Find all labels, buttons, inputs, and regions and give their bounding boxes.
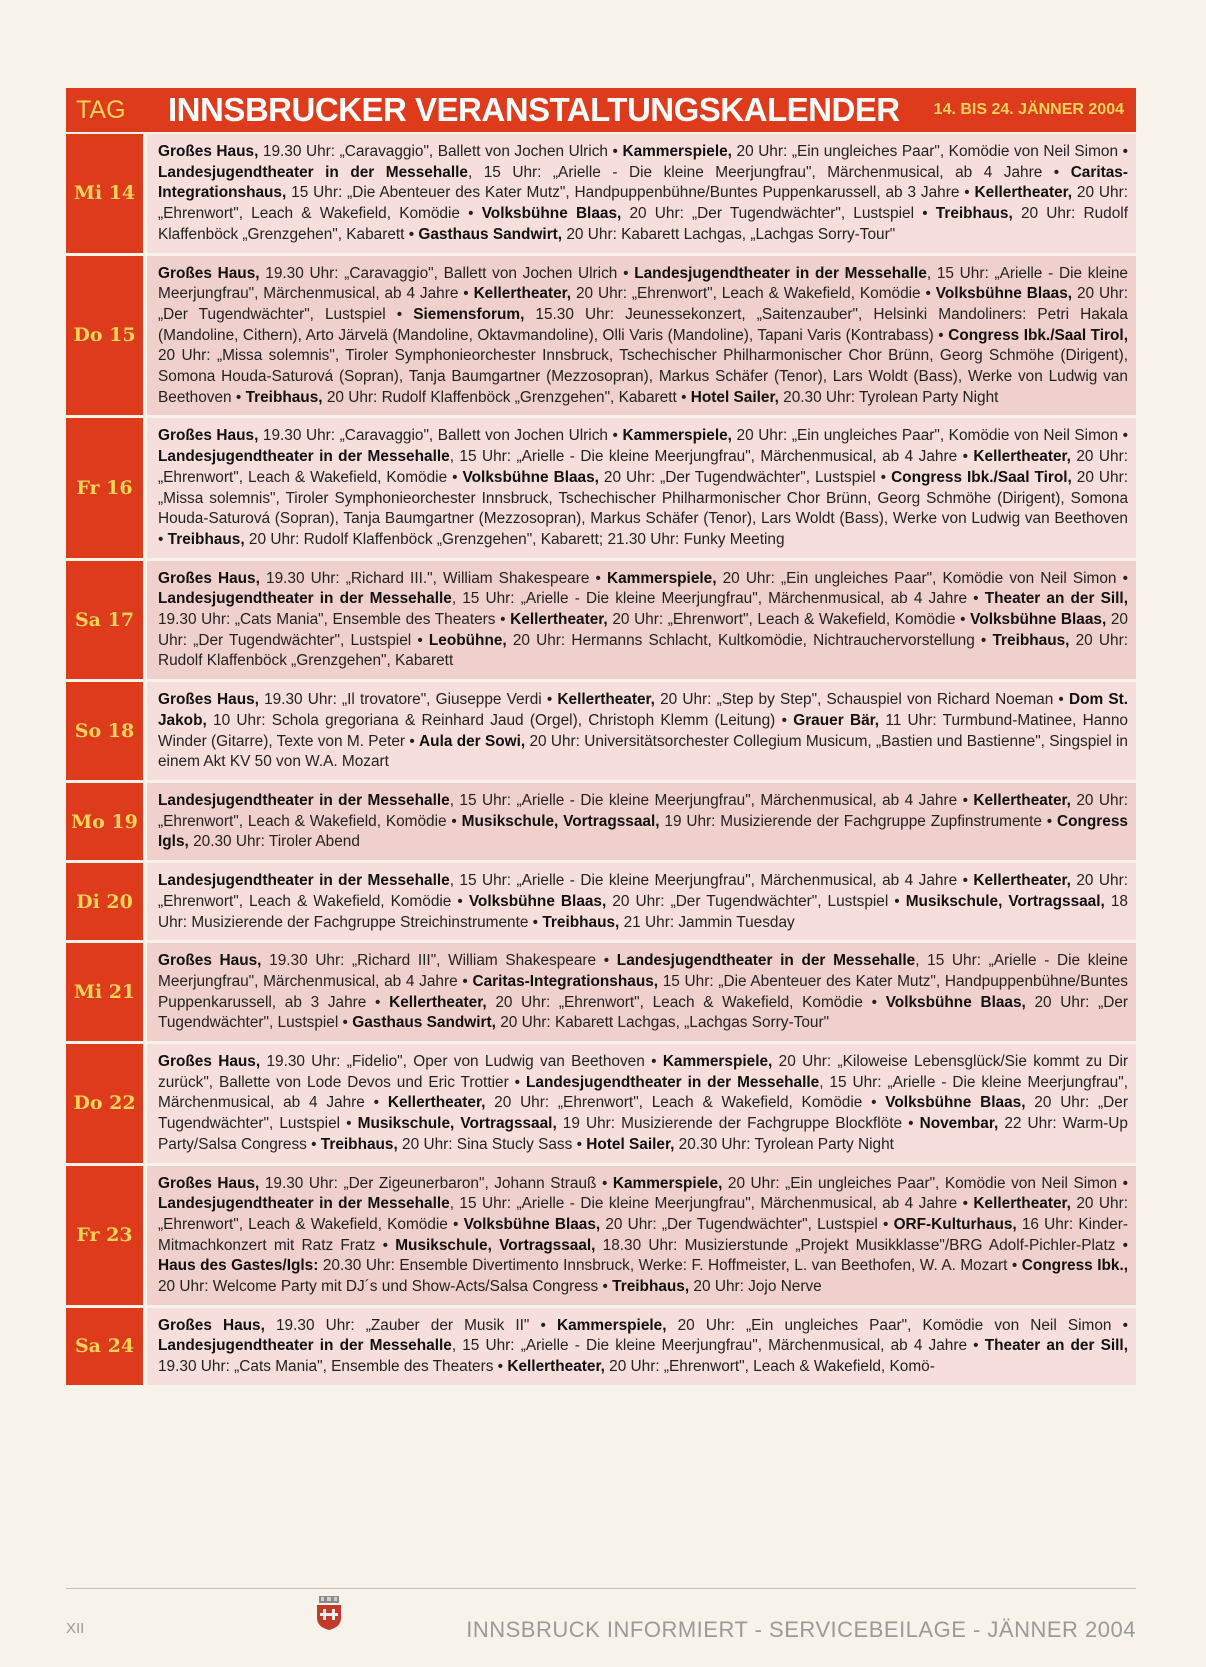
event-info: 19.30 Uhr: „Caravaggio", Ballett von Jochen Ulrich — [258, 143, 608, 160]
day-events — [147, 418, 1136, 557]
event-info: 20 Uhr: „Ehrenwort", Leach & Wakefield, Komö- — [604, 1358, 935, 1376]
event-info: 20 Uhr: „Der Tugendwächter", Lustspiel — [158, 993, 1129, 1032]
event-info: 20 Uhr: Jojo Nerve — [689, 1278, 822, 1296]
event-info: 11 Uhr: Turmbund-Matinee, Hanno Winder (Gitarre), Texte von M. Peter — [158, 711, 1128, 750]
event-venue: Kammerspiele, — [622, 143, 732, 160]
day-events — [147, 1044, 1136, 1163]
event-separator: • — [541, 691, 558, 709]
event-venue: Kammerspiele, — [557, 1316, 667, 1334]
event-separator: • — [447, 1215, 464, 1233]
day-row — [66, 418, 1136, 560]
event-separator: • — [967, 590, 985, 608]
event-info: , 15 Uhr: „Arielle - Die kleine Meerjungfrau", Märchenmusical, ab 4 Jahre — [449, 791, 958, 809]
event-venue: Congress Ibk./Saal Tirol, — [891, 468, 1072, 486]
event-venue: Kellertheater, — [510, 611, 608, 629]
event-info: 20 Uhr: Rudolf Klaffenböck „Grenzgehen", Kabarett — [158, 205, 1128, 243]
day-events — [147, 134, 1136, 253]
event-separator: • — [447, 468, 463, 486]
event-separator: • — [967, 1337, 985, 1355]
city-crest-icon — [315, 1596, 343, 1630]
event-separator: • — [1116, 569, 1128, 587]
event-info: 19.30 Uhr: „Zauber der Musik II" — [264, 1316, 530, 1334]
event-info: , 15 Uhr: „Arielle - Die kleine Meerjungfrau", Märchenmusical, ab 4 Jahre — [158, 1073, 1128, 1112]
event-venue: Volksbühne Blaas, — [885, 1094, 1026, 1112]
event-info: , 15 Uhr: „Arielle - Die kleine Meerjungfrau", Märchenmusical, ab 4 Jahre — [451, 590, 968, 608]
day-label: Fr 23 — [66, 1166, 143, 1305]
event-info: 18 Uhr: Musizierende der Fachgruppe Streichinstrumente — [158, 892, 1128, 931]
event-info: 20 Uhr: „Ehrenwort", Leach & Wakefield, Komödie — [485, 1094, 863, 1112]
event-venue: Großes Haus, — [158, 691, 259, 709]
event-venue: Großes Haus, — [158, 1053, 261, 1071]
event-separator: • — [364, 1094, 388, 1112]
event-separator: • — [411, 631, 429, 649]
event-info: 20 Uhr: „Ehrenwort", Leach & Wakefield, Komödie — [486, 993, 863, 1011]
event-separator: • — [458, 285, 474, 303]
page-number: XII — [66, 1620, 85, 1637]
event-venue: Großes Haus, — [158, 952, 262, 970]
event-separator: • — [862, 993, 886, 1011]
event-separator: • — [1117, 1174, 1128, 1192]
event-info: , 15 Uhr: „Arielle - Die kleine Meerjungfrau", Märchenmusical, ab 4 Jahre — [449, 872, 958, 890]
event-info: , 15 Uhr: „Arielle - Die kleine Meerjungfrau", Märchenmusical, ab 4 Jahre — [158, 264, 1128, 303]
day-row — [66, 1044, 1136, 1166]
event-venue: Landesjugendtheater in der Messehalle — [158, 448, 450, 466]
event-info: 20 Uhr: „Der Tugendwächter", Lustspiel — [600, 1215, 878, 1233]
event-venue: Landesjugendtheater in der Messehalle — [158, 872, 450, 890]
event-separator: • — [572, 1135, 587, 1153]
event-venue: Treibhaus, — [245, 388, 323, 406]
event-venue: Volksbühne Blaas, — [935, 285, 1073, 303]
footer-publication: INNSBRUCK INFORMIERT - SERVICEBEILAGE - JÄNNER 2004 — [466, 1617, 1136, 1642]
event-venue: Landesjugendtheater in der Messehalle — [634, 264, 927, 282]
event-info: 19.30 Uhr: „Richard III.", William Shakespeare — [259, 569, 590, 587]
event-venue: Kellertheater, — [973, 448, 1071, 466]
event-separator: • — [914, 205, 936, 223]
event-info: 20 Uhr: „Ein ungleiches Paar", Komödie von Neil Simon — [731, 143, 1119, 160]
event-separator: • — [366, 993, 390, 1011]
event-venue: Volksbühne Blaas, — [970, 611, 1107, 629]
event-info: 20 Uhr: Welcome Party mit DJ´s und Show-Acts/Salsa Congress — [158, 1278, 599, 1296]
event-separator: • — [529, 1316, 557, 1334]
event-separator: • — [589, 569, 607, 587]
event-info: 19.30 Uhr: „Richard III", William Shakespeare — [261, 952, 597, 970]
event-info: 20 Uhr: „Ehrenwort", Leach & Wakefield, Komödie — [158, 184, 1128, 223]
event-info: 15.30 Uhr: Jeunessekonzert, „Saitenzauber", Helsinki Mandoliners: Petri Hakala (Mandoline, Cithern), Arto Järvelä (Mandoline, Oktavmandoline), Olli Varis (Mandoline), Tapani Varis (Kontrabass) — [158, 305, 1128, 344]
day-row — [66, 943, 1136, 1044]
event-info: 19.30 Uhr: „Cats Mania", Ensemble des Theaters — [158, 1358, 494, 1376]
event-separator: • — [933, 326, 949, 344]
event-info: 20.30 Uhr: Tiroler Abend — [188, 833, 360, 851]
event-separator: • — [617, 264, 635, 282]
day-row — [66, 561, 1136, 683]
event-venue: Kellertheater, — [974, 184, 1073, 202]
event-separator: • — [888, 892, 906, 910]
event-venue: Kellertheater, — [389, 993, 487, 1011]
event-separator: • — [1041, 812, 1057, 830]
event-separator: • — [596, 952, 617, 970]
event-separator: • — [957, 791, 974, 809]
event-venue: Treibhaus, — [542, 913, 620, 931]
event-venue: Novembar, — [919, 1115, 999, 1133]
event-calendar — [66, 134, 1136, 1388]
event-venue: Landesjugendtheater in der Messehalle — [158, 590, 452, 608]
event-venue: Treibhaus, — [320, 1135, 398, 1153]
event-separator: • — [775, 711, 794, 729]
event-separator: • — [974, 631, 993, 649]
event-separator: • — [493, 1358, 508, 1376]
event-venue: Haus des Gastes/Igls: — [158, 1257, 319, 1275]
day-row — [66, 783, 1136, 863]
event-info: 20 Uhr: „Der Tugendwächter", Lustspiel — [606, 892, 889, 910]
event-separator: • — [902, 1115, 920, 1133]
event-separator: • — [1118, 427, 1128, 445]
event-venue: Caritas-Integrationshaus, — [158, 163, 1128, 202]
event-separator: • — [957, 1195, 974, 1213]
event-info: 20 Uhr: „Missa solemnis", Tiroler Symphonieorchester Innsbruck, Tschechischer Philharmonischer Chor Brünn, Georg Schmöhe (Dirigent), Somona Houda-Saturová (Sopran), Tanja Baumgartner (Mezzosopran), Markus Schäfer (Tenor), Lars Woldt (Bass), Werke von Ludwig van Beethoven — [158, 347, 1128, 406]
event-info: 20 Uhr: „Der Tugendwächter", Lustspiel — [598, 468, 876, 486]
event-separator: • — [1042, 163, 1071, 181]
event-separator: • — [451, 892, 469, 910]
event-venue: Kellertheater, — [473, 285, 572, 303]
event-info: , 15 Uhr: „Arielle - Die kleine Meerjungfrau", Märchenmusical, ab 4 Jahre — [449, 1195, 958, 1213]
event-separator: • — [877, 1215, 894, 1233]
day-row — [66, 134, 1136, 256]
event-venue: Leobühne, — [428, 631, 507, 649]
event-info: 20 Uhr: „Ein ungleiches Paar", Komödie von Neil Simon — [722, 1174, 1118, 1192]
day-events — [147, 682, 1136, 780]
event-info: 19.30 Uhr: „Il trovatore", Giuseppe Verdi — [258, 691, 542, 709]
event-venue: Kellertheater, — [973, 872, 1071, 890]
event-venue: Volksbühne Blaas, — [885, 993, 1026, 1011]
event-info: 20 Uhr: „Ehrenwort", Leach & Wakefield, Komödie — [158, 872, 1128, 910]
event-info: 20 Uhr: „Step by Step", Schauspiel von Richard Noeman — [654, 691, 1054, 709]
event-venue: Großes Haus, — [158, 1316, 265, 1334]
event-venue: Treibhaus, — [612, 1278, 690, 1296]
event-venue: Congress Ibk./Saal Tirol, — [948, 326, 1128, 344]
event-info: 19 Uhr: Musizierende der Fachgruppe Zupfinstrumente — [659, 812, 1042, 830]
event-separator: • — [920, 285, 936, 303]
event-venue: Musikschule, Vortragssaal, — [357, 1115, 557, 1133]
event-info: , 15 Uhr: „Arielle - Die kleine Meerjungfrau", Märchenmusical, ab 4 Jahre — [449, 448, 958, 466]
day-row — [66, 682, 1136, 783]
day-label: Fr 16 — [66, 418, 143, 557]
event-separator: • — [1053, 691, 1069, 709]
event-separator: • — [528, 913, 543, 931]
event-info: 20 Uhr: Rudolf Klaffenböck „Grenzgehen", Kabarett — [322, 388, 677, 406]
event-separator: • — [862, 1094, 886, 1112]
event-venue: Volksbühne Blaas, — [463, 1215, 601, 1233]
day-label: Mi 21 — [66, 943, 143, 1041]
day-label: So 18 — [66, 682, 143, 780]
event-info: 15 Uhr: „Die Abenteuer des Kater Mutz", Handpuppenbühne/Buntes Puppenkarussell, ab 3 Jahre — [158, 972, 1128, 1011]
event-venue: Musikschule, Vortragssaal, — [395, 1236, 596, 1254]
event-info: 20 Uhr: Kabarett Lachgas, „Lachgas Sorry-Tour" — [562, 225, 896, 243]
event-separator: • — [375, 1236, 396, 1254]
event-venue: Musikschule, Vortragssaal, — [461, 812, 660, 830]
event-venue: Großes Haus, — [158, 569, 260, 587]
event-info: 19.30 Uhr: „Der Zigeunerbaron", Johann Strauß — [259, 1174, 597, 1192]
day-label: Do 22 — [66, 1044, 143, 1163]
event-venue: Aula der Sowi, — [419, 732, 526, 750]
event-venue: Kammerspiele, — [622, 427, 732, 445]
event-info: 20 Uhr: Universitätsorchester Collegium Musicum, „Bastien und Bastienne", Singspiel in einem Akt KV 50 von W.A. Mozart — [158, 732, 1128, 771]
event-info: 10 Uhr: Schola gregoriana & Reinhard Jaud (Orgel), Christoph Klemm (Leitung) — [206, 711, 776, 729]
event-separator: • — [1007, 1257, 1022, 1275]
event-info: 20.30 Uhr: Ensemble Divertimento Innsbruck, Werke: F. Hoffmeister, L. van Beethofen, W. A. Mozart — [318, 1257, 1008, 1275]
day-label: Mo 19 — [66, 783, 143, 860]
event-venue: Landesjugendtheater in der Messehalle — [158, 1195, 450, 1213]
event-info: 19 Uhr: Musizierende der Fachgruppe Blockflöte — [556, 1115, 903, 1133]
date-range: 14. BIS 24. JÄNNER 2004 — [933, 101, 1124, 118]
event-info: 20 Uhr: „Ein ungleiches Paar", Komödie von Neil Simon — [666, 1316, 1112, 1334]
event-info: 20 Uhr: Sina Stucly Sass — [397, 1135, 573, 1153]
day-events — [147, 943, 1136, 1041]
event-venue: Treibhaus, — [167, 530, 245, 548]
event-venue: Kammerspiele, — [606, 569, 717, 587]
event-venue: Volksbühne Blaas, — [468, 892, 607, 910]
event-venue: Großes Haus, — [158, 427, 259, 445]
event-venue: Musikschule, Vortragssaal, — [905, 892, 1105, 910]
event-separator: • — [676, 388, 691, 406]
event-separator: • — [459, 205, 482, 223]
event-venue: Dom St. Jakob, — [158, 691, 1128, 729]
day-row — [66, 1308, 1136, 1388]
event-info: 20 Uhr: „Ehrenwort", Leach & Wakefield, Komödie — [158, 448, 1128, 486]
event-info: 19.30 Uhr: „Cats Mania", Ensemble des Theaters — [158, 611, 496, 629]
event-info: 20 Uhr: „Ein ungleiches Paar", Komödie von Neil Simon — [716, 569, 1117, 587]
event-venue: Kammerspiele, — [662, 1053, 773, 1071]
day-events — [147, 1308, 1136, 1385]
event-venue: Hotel Sailer, — [690, 388, 779, 406]
event-info: 20 Uhr: Rudolf Klaffenböck „Grenzgehen", Kabarett — [158, 631, 1128, 670]
event-separator: • — [158, 530, 168, 548]
event-venue: Großes Haus, — [158, 264, 260, 282]
event-venue: Treibhaus, — [935, 205, 1013, 223]
event-separator: • — [607, 427, 623, 445]
event-separator: • — [598, 1278, 613, 1296]
event-info: 20 Uhr: „Ein ungleiches Paar", Komödie von Neil Simon — [731, 427, 1119, 445]
event-venue: Gasthaus Sandwirt, — [418, 225, 563, 243]
event-info: 20 Uhr: Rudolf Klaffenböck „Grenzgehen", Kabarett; 21.30 Uhr: Funky Meeting — [244, 530, 785, 548]
event-info: 20 Uhr: „Kiloweise Lebensglück/Sie kommt zu Dir zurück", Ballette von Lode Devos und Eric Trottier — [158, 1053, 1128, 1091]
footer-divider — [66, 1588, 1136, 1589]
event-info: 20 Uhr: Kabarett Lachgas, „Lachgas Sorry-Tour" — [495, 1014, 830, 1032]
event-venue: Landesjugendtheater in der Messehalle — [616, 952, 916, 970]
day-label: Do 15 — [66, 256, 143, 416]
event-venue: Theater an der Sill, — [984, 1337, 1128, 1355]
event-info: 20 Uhr: Hermanns Schlacht, Kultkomödie, Nichtrauchervorstellung — [506, 631, 975, 649]
event-venue: Volksbühne Blaas, — [481, 205, 622, 223]
event-info: 22 Uhr: Warm-Up Party/Salsa Congress — [158, 1115, 1128, 1153]
day-events — [147, 1166, 1136, 1305]
event-info: 19.30 Uhr: „Caravaggio", Ballett von Jochen Ulrich — [258, 427, 608, 445]
event-venue: Kellertheater, — [973, 1195, 1071, 1213]
day-events — [147, 863, 1136, 940]
event-info: 20 Uhr: „Der Tugendwächter", Lustspiel — [158, 1094, 1128, 1133]
event-separator: • — [957, 448, 974, 466]
day-events — [147, 783, 1136, 860]
event-info: 16 Uhr: Kinder-Mitmachkonzert mit Ratz Fratz — [158, 1215, 1128, 1254]
event-venue: Congress Ibk., — [1021, 1257, 1128, 1275]
event-separator: • — [306, 1135, 321, 1153]
event-info: , 15 Uhr: „Arielle - Die kleine Meerjungfrau", Märchenmusical, ab 4 Jahre — [467, 163, 1043, 181]
event-venue: Gasthaus Sandwirt, — [352, 1014, 496, 1032]
event-info: 20 Uhr: „Ehrenwort", Leach & Wakefield, Komödie — [607, 611, 956, 629]
event-info: 20 Uhr: „Ehrenwort", Leach & Wakefield, Komödie — [158, 1195, 1128, 1233]
event-info: , 15 Uhr: „Arielle - Die kleine Meerjungfrau", Märchenmusical, ab 4 Jahre — [451, 1337, 968, 1355]
event-info: 19.30 Uhr: „Caravaggio", Ballett von Jochen Ulrich — [259, 264, 618, 282]
event-info: 18.30 Uhr: Musizierstunde „Projekt Musikklasse"/BRG Adolf-Pichler-Platz — [595, 1236, 1116, 1254]
day-events — [147, 256, 1136, 416]
event-venue: ORF-Kulturhaus, — [893, 1215, 1017, 1233]
event-separator: • — [340, 1115, 358, 1133]
event-separator: • — [338, 1014, 353, 1032]
calendar-header — [66, 88, 1136, 132]
event-venue: Caritas-Integrationshaus, — [472, 972, 659, 990]
event-separator: • — [385, 305, 414, 323]
event-separator: • — [1111, 1316, 1128, 1334]
event-info: 20 Uhr: „Missa solemnis", Tiroler Symphonieorchester Innsbruck, Tschechischer Philharmonischer Chor Brünn, Georg Schmöhe (Dirigent), Somona Houda-Saturová (Sopran), Tanja Baumgartner (Mezzosopran), Markus Schäfer (Tenor), Lars Woldt (Bass), Werke von Ludwig van Beethoven — [158, 468, 1128, 528]
event-venue: Kellertheater, — [557, 691, 655, 709]
event-info: 20.30 Uhr: Tyrolean Party Night — [778, 388, 999, 406]
event-separator: • — [596, 1174, 613, 1192]
day-label: Mi 14 — [66, 134, 143, 253]
event-separator: • — [607, 143, 623, 160]
page-title: INNSBRUCKER VERANSTALTUNGSKALENDER — [168, 91, 900, 128]
event-venue: Landesjugendtheater in der Messehalle — [158, 791, 450, 809]
event-separator: • — [875, 468, 892, 486]
event-info: 20 Uhr: „Ehrenwort", Leach & Wakefield, Komödie — [158, 791, 1128, 830]
event-venue: Volksbühne Blaas, — [462, 468, 599, 486]
event-separator: • — [1118, 143, 1128, 160]
day-events — [147, 561, 1136, 680]
event-venue: Theater an der Sill, — [984, 590, 1128, 608]
event-separator: • — [957, 872, 974, 890]
event-separator: • — [644, 1053, 663, 1071]
event-venue: Kellertheater, — [973, 791, 1071, 809]
event-venue: Großes Haus, — [158, 143, 259, 160]
day-row — [66, 1166, 1136, 1308]
day-label: Sa 17 — [66, 561, 143, 680]
day-label: Di 20 — [66, 863, 143, 940]
event-separator: • — [1115, 1236, 1129, 1254]
event-venue: Grauer Bär, — [793, 711, 880, 729]
event-info: 20.30 Uhr: Tyrolean Party Night — [674, 1135, 894, 1153]
day-row — [66, 256, 1136, 419]
event-info: 20 Uhr: „Der Tugendwächter", Lustspiel — [158, 285, 1129, 323]
event-venue: Kammerspiele, — [612, 1174, 723, 1192]
event-venue: Kellertheater, — [507, 1358, 605, 1376]
event-venue: Siemensforum, — [413, 305, 525, 323]
day-label: Sa 24 — [66, 1308, 143, 1385]
event-separator: • — [495, 611, 511, 629]
event-info: 20 Uhr: „Der Tugendwächter", Lustspiel — [621, 205, 915, 223]
event-venue: Kellertheater, — [387, 1094, 486, 1112]
event-separator: • — [231, 388, 246, 406]
event-venue: Landesjugendtheater in der Messehalle — [525, 1073, 820, 1091]
event-venue: Congress Igls, — [158, 812, 1128, 851]
event-separator: • — [959, 184, 975, 202]
event-separator: • — [446, 812, 462, 830]
event-separator: • — [457, 972, 473, 990]
event-info: , 15 Uhr: „Arielle - Die kleine Meerjungfrau", Märchenmusical, ab 4 Jahre — [158, 952, 1128, 990]
event-info: 20 Uhr: „Der Tugendwächter", Lustspiel — [158, 611, 1128, 649]
tag-column-label: TAG — [76, 95, 126, 124]
event-venue: Treibhaus, — [992, 631, 1070, 649]
event-separator: • — [955, 611, 971, 629]
event-venue: Landesjugendtheater in der Messehalle — [158, 163, 468, 181]
event-venue: Landesjugendtheater in der Messehalle — [158, 1337, 452, 1355]
day-row — [66, 863, 1136, 943]
event-info: 20 Uhr: „Ehrenwort", Leach & Wakefield, Komödie — [571, 285, 921, 303]
event-venue: Großes Haus, — [158, 1174, 260, 1192]
event-separator: • — [508, 1073, 526, 1091]
event-separator: • — [405, 732, 420, 750]
event-separator: • — [404, 225, 419, 243]
event-info: 15 Uhr: „Die Abenteuer des Kater Mutz", Handpuppenbühne/Buntes Puppenkarussell, ab 3 Jahre — [286, 184, 960, 202]
event-info: 19.30 Uhr: „Fidelio", Oper von Ludwig van Beethoven — [260, 1053, 645, 1071]
event-venue: Hotel Sailer, — [586, 1135, 675, 1153]
event-info: 21 Uhr: Jammin Tuesday — [619, 913, 795, 931]
